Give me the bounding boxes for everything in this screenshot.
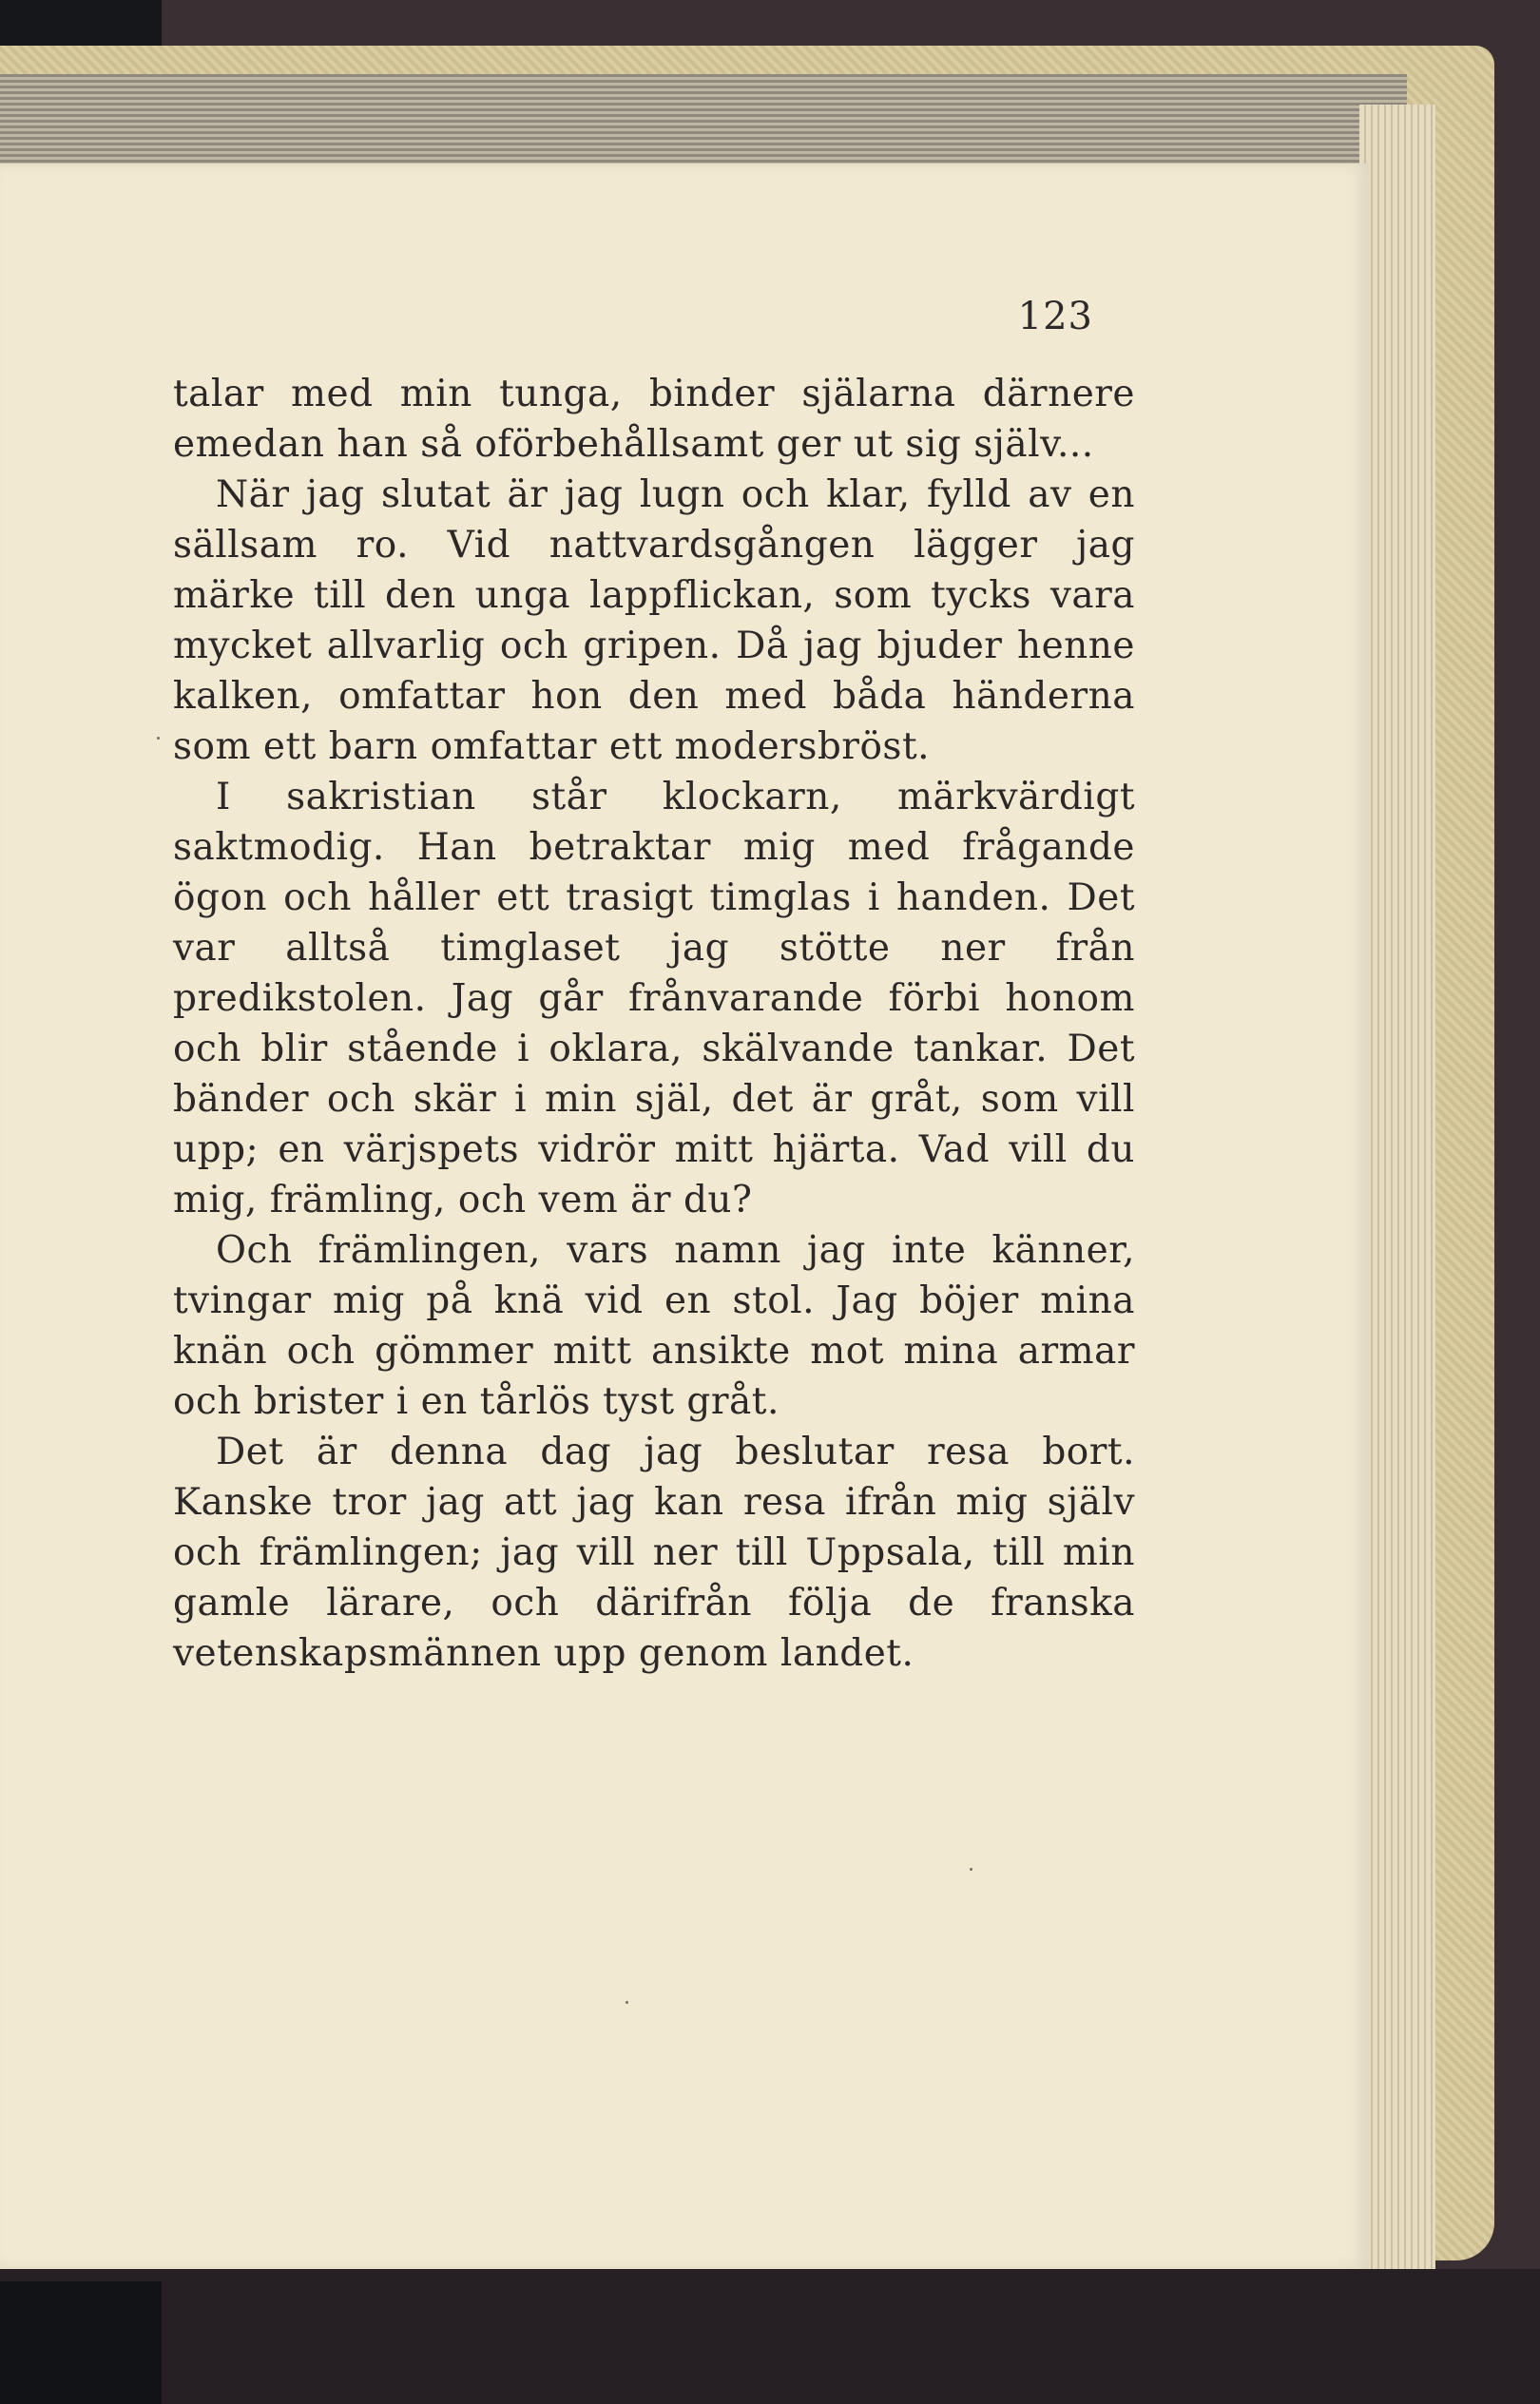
paragraph-5: Det är denna dag jag beslutar resa bort. Kanske tror jag att jag kan resa ifrån mig själv och främlingen; jag vill ner till Uppsala, till min gamle lärare, och därifrån följa de franska vetenskapsmännen upp genom landet.: [173, 1431, 1135, 1675]
paragraph-4: Och främlingen, vars namn jag inte känner, tvingar mig på knä vid en stol. Jag böjer mina knän och gömmer mitt ansikte mot mina armar och brister i en tårlös tyst gråt.: [173, 1229, 1135, 1423]
paragraph-1: talar med min tunga, binder själarna därnere emedan han så oförbehållsamt ger ut sig själv...: [173, 373, 1135, 466]
page-number: 123: [1017, 295, 1093, 338]
paragraph-3: I sakristian står klockarn, märkvärdigt saktmodig. Han betraktar mig med frågande ögon och håller ett trasigt timglas i handen. Det var alltså timglaset jag stötte ner från predikstolen. Jag går frånvarande förbi honom och blir stående i oklara, skälvande tankar. Det bänder och skär i min själ, det är gråt, som vill upp; en värjspets vidrör mitt hjärta. Vad vill du mig, främling, och vem är du?: [173, 776, 1135, 1221]
dark-backdrop-bottom-left: [0, 2281, 162, 2404]
page-edges-right: [1359, 105, 1435, 2281]
page-edges-top: [0, 74, 1407, 164]
paper-speck: [157, 737, 160, 740]
paper-speck: [970, 1868, 972, 1871]
paragraph-2: När jag slutat är jag lugn och klar, fylld av en sällsam ro. Vid nattvardsgången lägger jag märke till den unga lappflickan, som tycks vara mycket allvarlig och gripen. Då jag bjuder henne kalken, omfattar hon den med båda händerna som ett barn omfattar ett modersbröst.: [173, 473, 1135, 768]
paper-speck: [626, 2001, 628, 2004]
page-text: [173, 369, 1135, 1679]
dark-background-bottom: [0, 2269, 1540, 2404]
